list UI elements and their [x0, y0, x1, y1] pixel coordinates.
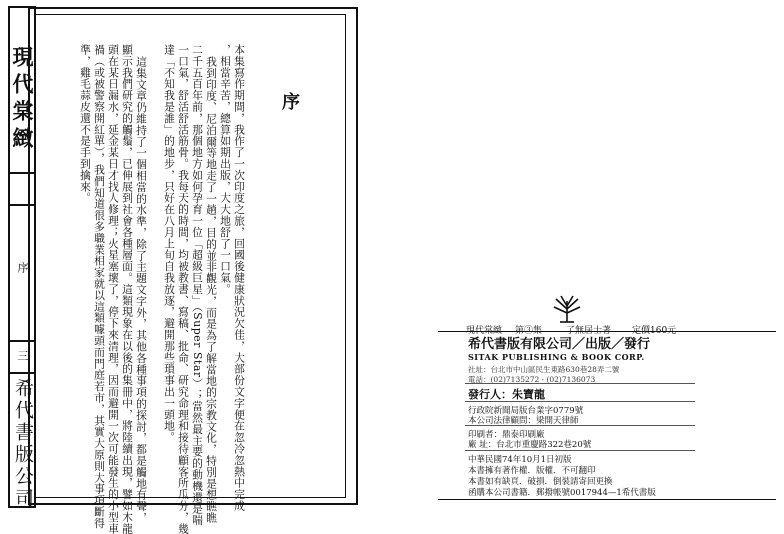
issuer: 發行人：朱寶龍 [468, 388, 545, 401]
volume-number: 第③集 [515, 326, 543, 336]
price: 定價160元 [632, 326, 677, 336]
spine-publisher: 希代書版公司 [12, 378, 34, 510]
spine-title: 現代棠緻 [10, 46, 35, 154]
text-column: 禍（或被警察開紅單），我們知道很多職業相家就以這類噱頭而門庭若市，其實大原則大事項斷得 [93, 44, 106, 529]
text-column: 頭在某日漏水，延金某日才找人修理；火星塞壞了，停下來清理，因而避開一次可能發生的小型車 [107, 44, 120, 534]
text-column: 顯示我們研究的觸鬚，已伸展到社會各種層面。這類現象在以後的集冊中，將陸續出現，譬如木龍 [121, 44, 134, 534]
registration-number: 行政院新聞局版台業字0779號 [468, 406, 584, 416]
publisher-english-name: SITAK PUBLISHING & BOOK CORP. [468, 352, 645, 362]
divider [465, 425, 695, 426]
divider [438, 331, 776, 332]
text-column: ，相當辛苦，總算如期出版，大大地舒了一口氣。 [219, 44, 232, 295]
text-column: 這集文章仍維持了一個相當的水準，除了主題文字外，其他各種事項的探討，都是觸地有聲， [135, 56, 148, 524]
printer-address: 廠 址：台北市重慶路322巷20號 [468, 440, 592, 450]
defect-notice: 本書如有缺頁．破損．倒裝請寄回更換 [468, 477, 613, 487]
author: 了無居士著 [566, 326, 612, 336]
edition-date: 中華民國74年10月1日初版 [468, 455, 572, 465]
series-title: 現代棠緻 [466, 326, 503, 336]
text-column: 我到印度、尼泊爾等地走了一趟，目的並非觀光，而是為了解當地的宗教文化，特別是想瞧瞧 [205, 56, 218, 524]
copyright-notice: 本書擁有著作權．版權．不可翻印 [468, 466, 596, 476]
spine-section: 序 [16, 262, 29, 273]
text-column: 準，雞毛蒜皮還不是手到擒來。 [79, 44, 92, 204]
legal-counsel: 本公司法律顧問：梁開天律師 [468, 416, 579, 426]
postal-order-info: 函購本公司書籍．郵撥帳號0017944—1希代書版 [468, 488, 656, 498]
preface-heading: 序 [282, 92, 300, 113]
divider [438, 499, 776, 500]
text-column: 達「不知我是誰」的地步，只好在八月上旬自我放逐，避開那些瑣事出一頭地。 [163, 44, 176, 443]
divider [465, 401, 695, 402]
publisher-address: 社址：台北市中山區民生東路630巷28弄二號 [468, 365, 620, 374]
publisher-name: 希代書版有限公司／出版／發行 [468, 337, 651, 352]
text-column: 一口氣，舒活舒活筋骨。我每天的時間，均被教書、寫稿、批命、研究命理和接待顧客所瓜分，幾 [177, 44, 190, 534]
publisher-phone: 電話：(02)7135272 · (02)7136073 [468, 375, 596, 384]
text-column: 本集寫作期間，我作了一次印度之旅，回國後健康狀況欠佳，大部份文字便在忽冷忽熱中完成 [233, 44, 246, 512]
tree-sunburst-icon [552, 295, 582, 323]
divider [465, 383, 695, 384]
text-column: 二千五百年前，那個地方如何孕育一位「超級巨星」（Super Star）；當然最主要的動機還是喘 [191, 44, 204, 526]
spine-page-number: 三 [16, 350, 29, 361]
printer: 印刷者：鼎泰印刷廠 [468, 430, 545, 440]
divider [465, 450, 695, 451]
